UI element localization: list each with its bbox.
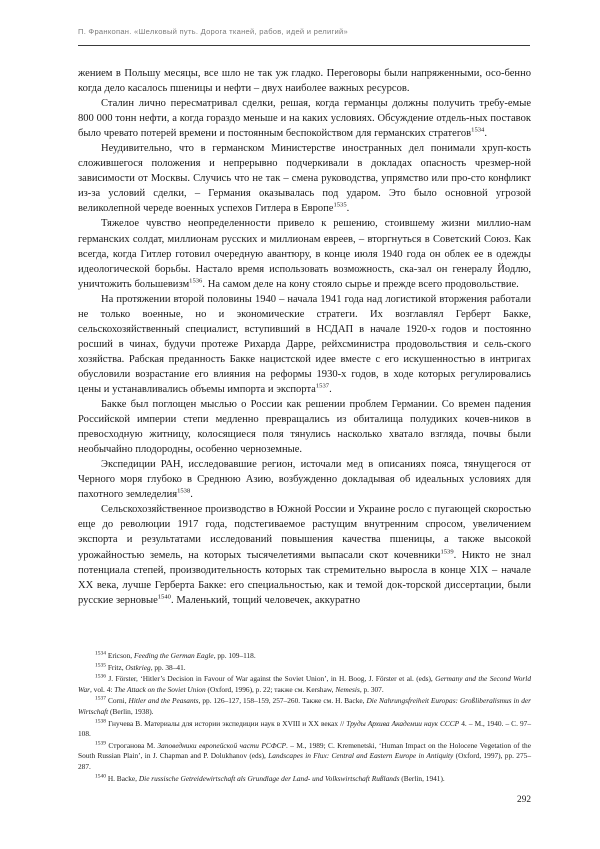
- paragraph: Экспедиции РАН, исследовавшие регион, источали мед в описаниях пояса, тянущегося от Черного моря глубоко в Среднюю Азию, возбужденно докладывая об идеальных условиях для пахотного земледелия$^{1538}$.: [78, 459, 531, 501]
- footnote-block: [78, 651, 531, 785]
- paragraph: Тяжелое чувство неопределенности привело к решению, стоившему жизни миллио-нам германских солдат, миллионам русских и миллионам евреев, – вторгнуться в Советский Союз. Как всегда, когда Гитлер готовил очередную авантюру, в конце июля 1940 года он облек ее в одежды идеологической борьбы. Настало время использовать возможность, ска-зал он генералу Йодлю, уничтожить большевизм$^{1536}$. На самом деле на кону стояло сырье и прежде всего продовольствие.: [78, 218, 531, 290]
- paragraph: жением в Польшу месяцы, все шло не так уж гладко. Переговоры были напряженными, осо-бенно когда дело касалось пшеницы и нефти – двух наиболее важных ресурсов.: [78, 68, 531, 95]
- paragraph: На протяжении второй половины 1940 – начала 1941 года над логистикой вторжения работали не только военные, но и экономические стратеги. Их возглавлял Герберт Бакке, сельскохозяйственный специалист, вступивший в НСДАП в начале 1920-х годов и постоянно росший в чинах, будучи протеже Рихарда Дарре, рейхсминистра продовольствия и сель-ского хозяйства. Рабская преданность Бакке нацистской идее вместе с его искушенностью в интригах обусловили возрастание его влияния на реформы 1930-х годов, в ходе которых регулировались цены и устанавливались объемы импорта и экспорта$^{1537}$.: [78, 293, 531, 395]
- footnote: $^{1536}$ J. Förster, ‘Hitler’s Decision in Favour of War against the Soviet Union’, in H. Boog, J. Förster et al. (eds), Germany and the Second World War, vol. 4: The Attack on the Soviet Union (Oxford, 1996), p. 22; также см. Kershaw, Nemesis, p. 307.: [78, 673, 531, 694]
- footnote: $^{1535}$ Fritz, Ostkrieg, pp. 38–41.: [95, 662, 186, 672]
- paragraph: Сельскохозяйственное производство в Южной России и Украине росло с пугающей скоростью еще до революции 1917 года, подстегиваемое растущим внутренним спросом, увеличением экспорта и результатами исследований повышения качества пшеницы, а также высокой урожайностью земель, на которых тысячелетиями выпасали скот кочевники$^{1539}$. Никто не знал потенциала степей, производительность которых так стремительно выросла в конце XIX – начале XX века, лучше Герберта Бакке: его специальностью, как и темой док-торской диссертации, были русские зерновые$^{1540}$. Маленький, тощий человечек, аккуратно: [78, 504, 531, 606]
- footnote: $^{1537}$ Corni, Hitler and the Peasants, pp. 126–127, 158–159, 257–260. Также см. H. Backe, Die Nahrungsfreiheit Europas: Großliberalismus in der Wirtschaft (Berlin, 1938).: [78, 695, 531, 716]
- running-header-text: П. Франкопан. «Шелковый путь. Дорога тканей, рабов, идей и религий»: [78, 27, 348, 36]
- paragraph: Неудивительно, что в германском Министерстве иностранных дел понимали хруп-кость сложившегося положения и непрерывно подчеркивали в докладах опасность чрезмер-ной зависимости от Москвы. Случись что не так – смена руководства, упрямство или про-сто конфликт из-за условий сделки, – Германия оказывалась под ударом. Это было основной угрозой великолепной череде военных успехов Гитлера в Европе$^{1535}$.: [78, 143, 531, 215]
- footnote: $^{1538}$ Гнучева В. Материалы для истории экспедиции наук в XVIII и XX веках // Труды Архива Академии наук СССР 4. – М., 1940. – С. 97–108.: [78, 718, 532, 739]
- footnote: $^{1534}$ Ericson, Feeding the German Eagle, pp. 109–118.: [95, 650, 256, 660]
- running-header: [78, 27, 530, 36]
- paragraph: Бакке был поглощен мыслью о России как решении проблем Германии. Со времен падения Российской империи степи медленно превращались из обиталища полудиких кочев-ников в превосходную житницу, колосящиеся поля тянулись насколько хватало взгляда, почвы были необычайно плодородны, особенно черноземные.: [78, 399, 531, 456]
- footnote: $^{1539}$ Строганова М. Заповедники европейской части РСФСР. – М., 1989; C. Kremenetski, ‘Human Impact on the Holocene Vegetation of the South Russian Plain’, in J. Chapman and P. Dolukhanov (eds), Landscapes in Flux: Central and Eastern Europe in Antiquity (Oxford, 1997), pp. 275–287.: [78, 740, 531, 771]
- footnote: $^{1540}$ H. Backe, Die russische Getreidewirtschaft als Grundlage der Land- und Volkswirtschaft Rußlands (Berlin, 1941).: [95, 773, 445, 783]
- paragraph: Сталин лично пересматривал сделки, решая, когда германцы должны получить требу-емые 800 000 тонн нефти, а когда гораздо меньше и на каких условиях. Обсуждение отдель-ных поставок было чревато потерей времени и постоянным беспокойством для германских стратегов$^{1534}$.: [78, 98, 531, 140]
- page-number: 292: [517, 795, 531, 805]
- body-text: [78, 66, 531, 608]
- header-rule: [78, 45, 530, 46]
